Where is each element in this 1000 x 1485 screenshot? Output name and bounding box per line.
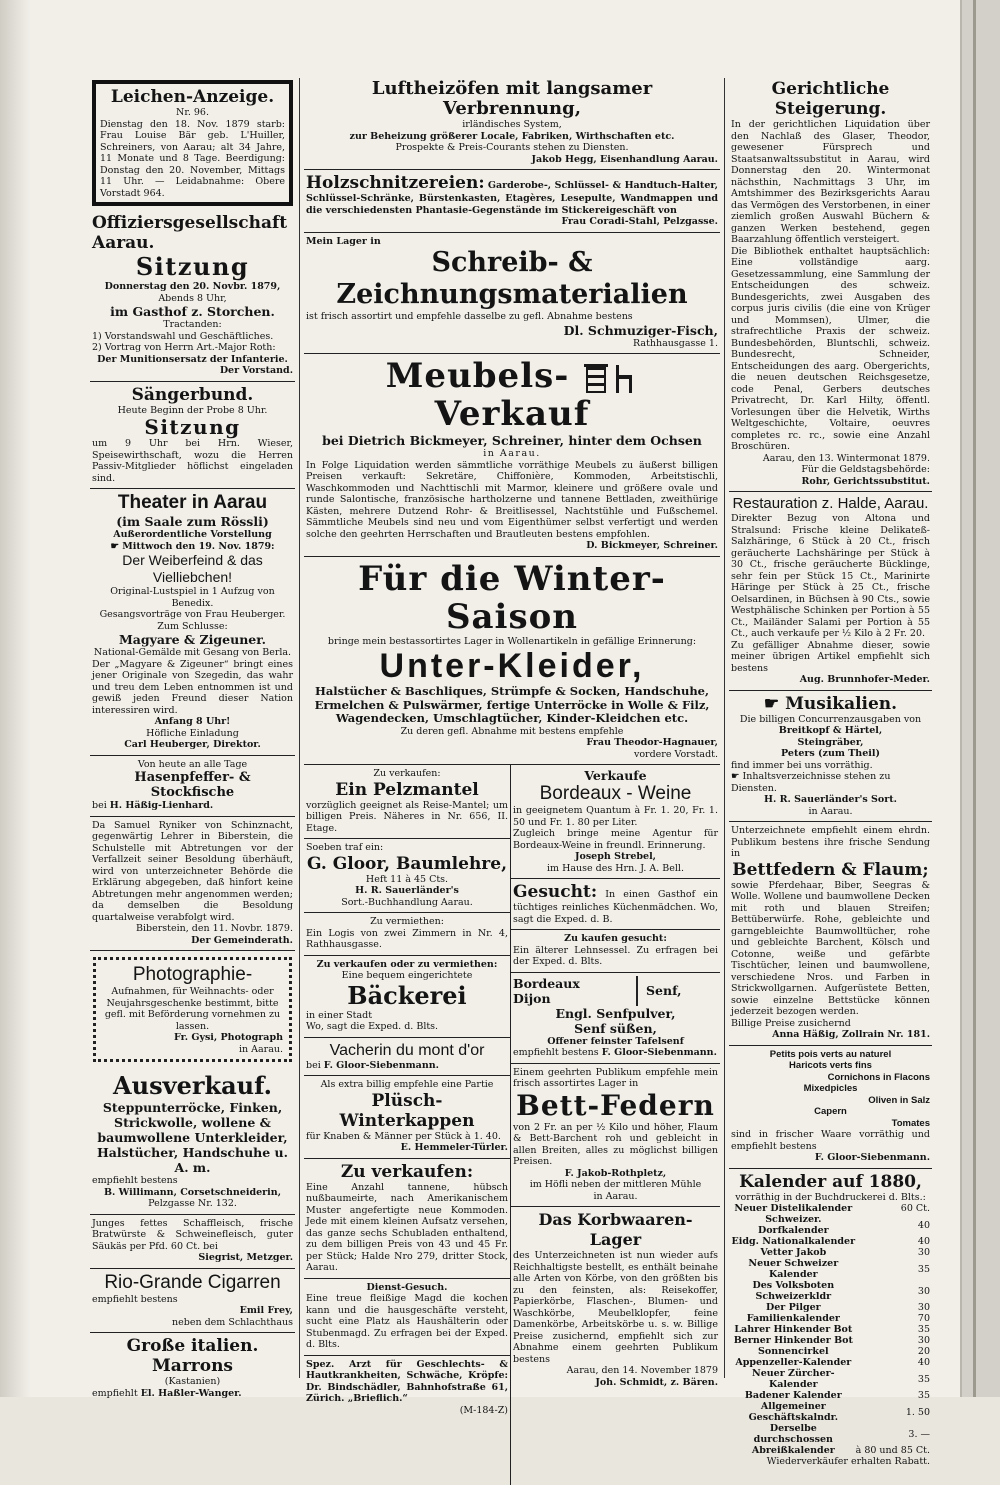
mustard-rec: empfiehlt bestens — [513, 1047, 599, 1058]
delicacy-item: Mixedpicles — [803, 1083, 858, 1094]
furniture-ad — [304, 354, 720, 557]
calendar-sub: vorräthig in der Buchdruckerei d. Blts.: — [735, 1191, 926, 1203]
theater-sign: Carl Heuberger, Direktor. — [124, 739, 261, 750]
column-rule — [724, 78, 725, 1378]
music-sign: H. R. Sauerländer's Sort. — [764, 794, 897, 805]
officers-title: Sitzung — [135, 252, 250, 281]
calendar-price: 30 — [917, 1247, 930, 1258]
rooms-pre: Zu vermiethen: — [370, 916, 444, 927]
furcoat-ad — [304, 765, 510, 839]
mustard-sweet: Senf süßen, — [574, 1020, 657, 1036]
feathers-ad — [729, 822, 932, 1046]
music-text2: find immer bei uns vorräthig. — [731, 759, 873, 771]
wine-pre: Verkaufe — [584, 768, 647, 783]
calendar-price: 30 — [917, 1302, 930, 1313]
restaurant-text: Direkter Bezug von Altona und Stralsund: Frische kleine Delikateß-Salzhäringe, 6 Stück à 20 Ct., frisch geräucherte Lachshäringe per Stück à 30 Ct., frische geräucherte Bücklinge, sehr fein per Stück 15 Ct., Marinirte Häringe per Stück à 25 Ct., frische Oelsardinen, in Büchsen à 90 Cts., sowie Westphälische Schinken per Portion à 55 Ct., Mailänder Salami per Portion à 55 Ct., auch verkaufe per ½ Kilo à 2 Fr. 20. — [731, 513, 930, 639]
mustard-origins — [513, 976, 638, 1006]
page-edge — [960, 0, 1000, 1397]
vacherin-title: Vacherin du mont d'or — [329, 1041, 485, 1059]
chestnuts-sub: (Kastanien) — [164, 1376, 221, 1387]
calendar-name: Neuer Schweizer Kalender — [748, 1258, 839, 1280]
bakery-title: Bäckerei — [347, 980, 467, 1010]
clearance-title: Ausverkauf. — [113, 1071, 272, 1100]
choir-header: Sängerbund. — [131, 384, 254, 405]
stationery-title: Schreib- & Zeichnungsmaterialien — [336, 247, 688, 310]
theater-subtitle: (im Saale zum Rössli) — [116, 514, 269, 529]
stoves-ad — [304, 76, 720, 170]
featherbeds-title: Bett-Federn — [516, 1088, 715, 1122]
theater-finale: Magyare & Zigeuner. — [118, 632, 267, 647]
stationery-addr: Rathhausgasse 1. — [633, 337, 718, 349]
calendar-price: 20 — [917, 1346, 930, 1357]
cigars-ad — [90, 1269, 295, 1334]
auction-text2: Die Bibliothek enthaltet hauptsächlich: Eine vollständige aarg. Gesetzessammlung, eine Sammlung der Entscheidungen des schweiz. Bundesgerichts, zwei Ausgaben des corpus juris civilis (die eine von Krüger und Mommsen), Ulmer, die strafrechtliche Praxis der schweiz. Bundesbehörden, Bluntschli, schweiz. Bundesrecht, Schneider, Entscheidungen des aarg. Obergerichts, die neuen deutschen Reichsgesetze, code Penal, Gerbers deutsches Privatrecht, Dr. Karl Hilty, öffentl. Vorlesungen über die Helvetik, Wirths Weltgeschichte, Voltaire, oeuvres completes rc. rc., sowie eine Anzahl Broschüren. — [731, 245, 930, 452]
calendar-row — [731, 1368, 930, 1390]
theater-date-line — [92, 541, 293, 553]
calendar-row — [731, 1236, 930, 1247]
cigars-addr: neben dem Schlachthaus — [172, 1316, 293, 1328]
calendar-name: Sonnencirkel — [758, 1346, 829, 1357]
doctor-code: (M-184-Z) — [459, 1404, 508, 1416]
featherbeds-place: in Aarau. — [593, 1190, 638, 1202]
delicacy-item: Haricots verts fins — [789, 1060, 872, 1071]
auction-date: Aarau, den 13. Wintermonat 1879. — [762, 452, 930, 464]
scan-shadow — [0, 0, 30, 1397]
forsale-title: Zu verkaufen: — [340, 1161, 474, 1182]
column-2-left — [304, 765, 511, 1485]
calendar-row — [731, 1313, 930, 1324]
calendar-price: 30 — [917, 1285, 930, 1297]
photo-frame — [93, 957, 292, 1062]
photo-title: Photographie- — [132, 964, 253, 985]
carvings-text: Garderobe-, Schlüssel- & Handtuch-Halter, Schlüssel-Schränke, Bürstenkasten, Etagères, Lesepulte, Wandmappen und die verschiedensten Phantasie-Gegenstände im Stickereigeschäft von — [306, 180, 718, 216]
chestnuts-rec: empfiehlt — [92, 1387, 138, 1399]
stoves-title: Luftheizöfen mit langsamer Verbrennung, — [371, 78, 653, 119]
calendar-name: Familienkalender — [746, 1313, 840, 1324]
photo-place: in Aarau. — [238, 1043, 283, 1055]
carvings-ad — [304, 170, 720, 233]
featherbeds-text: von 2 Fr. an per ½ Kilo und höher, Flaum & Bett-Barchent roh und gebleicht in allen Breiten, alles zu möglichst billigen Preisen. — [513, 1121, 718, 1167]
community-notice — [90, 817, 295, 952]
obituary-text: Dienstag den 18. Nov. 1879 starb: Frau Louise Bär geb. L'Huiller, Schreiners, von Aarau; alt 34 Jahre, 11 Monate und 8 Tage. Beerdigung: Donstag den 20. November, Mittags 11 Uhr. — Leidabnahme: Obere Vorstadt 964. — [100, 118, 285, 199]
wine-addr: im Hause des Hrn. J. A. Bell. — [547, 862, 684, 874]
community-sign: Der Gemeinderath. — [191, 934, 293, 946]
delicacies-sign: F. Gloor-Siebenmann. — [814, 1152, 930, 1163]
winter-rec: Zu deren gefl. Abnahme mit bestens empfehle — [400, 725, 624, 737]
calendar-row — [731, 1401, 930, 1423]
theater-note: Der „Magyare & Zigeuner“ bringt eines jener Originale von Szegedin, das wahr und treu dem Leben entnommen ist und gewiß jeden Freund dieser Nation interessiren wird. — [92, 658, 293, 716]
calendar-name: Derselbe durchschossen — [753, 1423, 833, 1445]
music-text: Die billigen Concurrenzausgaben von — [739, 713, 922, 725]
auction-sign: Rohr, Gerichtssubstitut. — [801, 475, 930, 487]
calendar-price: 40 — [917, 1219, 930, 1231]
cigars-sign: Emil Frey, — [239, 1305, 293, 1316]
feathers-text2: Billige Preise zusichernd — [731, 1017, 851, 1029]
theater-event: Außerordentliche Vorstellung — [113, 529, 272, 540]
cigars-rec: empfiehlt bestens — [92, 1293, 178, 1305]
gloor-title: G. Gloor, Baumlehre, — [306, 853, 507, 874]
wanted-text: In einen Gasthof ein tüchtiges reinliches Küchenmädchen. Wo, sagt die Exped. d. B. — [513, 889, 718, 925]
mustard-origin: Dijon — [513, 990, 551, 1006]
calendar-row — [731, 1423, 930, 1445]
baskets-text: des Unterzeichneten ist nun wieder aufs Reichhaltigste bestellt, es enthält beinahe alle Arten von Körbe, von den größten bis zu den feinsten, als: Reisekoffer, Papierkörbe, Flaschen-, Blumen- und Waschkörbe, Meubelklopfer, feine Damenkörbe, Arbeitskörbe u. s. w. Billige Preise zusichernd, empfiehlt sich zur Abnahme einem geehrten Publikum bestens — [513, 1250, 718, 1365]
calendar-row — [731, 1203, 930, 1214]
officers-time: Abends 8 Uhr, — [158, 292, 227, 304]
music-text3-line — [731, 771, 930, 794]
forsale-ad — [304, 1159, 510, 1279]
music-publisher: Peters (zum Theil) — [781, 748, 880, 759]
winter-big: Unter-Kleider, — [379, 647, 645, 685]
furniture-text: In Folge Liquidation werden sämmtliche vorräthige Meubels zu äußerst billigen Preisen verkauft: Sekretäre, Chiffonière, Kommoden, Arbeitstischli, Waschkommoden und Nachttischli mit Marmor, kleinere und größere ovale und runde Salontische, französische hartholzerne und tannene Bettladen, zweithürige Kästen, mehrere Dutzend Rohr- & Breitlisessel, Nachtstühle und Fußschemel. Sämmtliche Meubels sind neu und vom Eigenthümer selbst verfertigt und werden solche den geehrten Herrschaften und Brautleuten bestens empfohlen. — [306, 459, 718, 540]
calendar-name: Vetter Jakob — [760, 1247, 827, 1258]
theater-finale-desc: National-Gemälde mit Gesang von Berla. — [93, 647, 292, 658]
obituary-title: Leichen-Anzeige. — [110, 87, 275, 107]
calendar-row — [731, 1280, 930, 1302]
winter-ad — [304, 557, 720, 766]
winter-line: bringe mein bestassortirtes Lager in Wollenartikeln in gefällige Erinnerung: — [327, 635, 697, 647]
chestnuts-title: Große italien. Marrons — [126, 1336, 259, 1376]
calendar-row — [731, 1390, 930, 1401]
calendar-price: 60 Ct. — [900, 1203, 930, 1214]
calendar-price: 35 — [917, 1373, 930, 1385]
delicacy-item: Oliven in Salz — [868, 1094, 930, 1106]
butcher-sign: Siegrist, Metzger. — [198, 1252, 293, 1263]
calendar-name: Neuer Zürcher-Kalender — [752, 1368, 835, 1390]
caps-title: Plüsch-Winterkappen — [339, 1090, 475, 1131]
clearance-rec: empfiehlt bestens — [92, 1175, 178, 1186]
delicacies-text: sind in frischer Waare vorräthig und empfiehlt bestens — [731, 1129, 930, 1152]
column-1 — [90, 76, 295, 1399]
hasenpfeffer-ad — [90, 756, 295, 817]
choir-text: um 9 Uhr bei Hrn. Wieser, Speisewirthschaft, wozu die Herren Passiv-Mitglieder höflichst eingeladen sind. — [92, 438, 293, 484]
calendar-row — [731, 1357, 930, 1368]
furcoat-pre: Zu verkaufen: — [373, 768, 441, 779]
furniture-title-right: Verkauf — [434, 394, 590, 434]
column-2-right — [511, 765, 720, 1485]
butcher-text: Junges fettes Schaffleisch, frische Bratwürste & Schweinefleisch, guter Säukäs per Pfd. 60 Ct. bei — [92, 1217, 293, 1252]
stoves-sub: irländisches System, — [462, 119, 562, 130]
theater-title: Theater in Aarau — [117, 492, 268, 513]
bakery-line: Eine bequem eingerichtete — [341, 970, 473, 981]
mustard-header — [513, 976, 718, 1006]
delicacy-item: Petits pois verts au naturel — [769, 1048, 892, 1060]
column-rule — [299, 78, 300, 1378]
calendar-note: Wiederverkäufer erhalten Rabatt. — [766, 1456, 930, 1467]
clearance-sign: B. Willimann, Corsetschneiderin, — [103, 1186, 282, 1198]
service-text: Eine treue fleißige Magd die kochen kann und die hausgeschäfte versteht, sucht eine Platz als Haushälterin oder Stubenmagd. Zu erfragen bei der Exped. d. Blts. — [306, 1293, 508, 1350]
community-text: Da Samuel Ryniker von Schinznacht, gegenwärtig Lehrer in Biberstein, die Schulstelle mit Abtretungen vor der Verfallzeit seiner Besoldung überhäuft, wird von unterzeichneter Behörde die Erklärung abgegeben, daß hinfort keine Abtretungen mehr angenommen werden; da demselben die Besoldung quartalweise verabfolgt wird. — [92, 819, 293, 923]
calendar-name: Berner Hinkender Bot — [733, 1335, 853, 1346]
page-edge-line — [973, 0, 976, 1397]
auction-authority: Für die Geldstagsbehörde: — [801, 464, 930, 475]
cigars-title: Rio-Grande Cigarren — [104, 1271, 281, 1293]
gloor-addr: Sort.-Buchhandlung Aarau. — [341, 896, 473, 908]
stoves-text: zur Beheizung größerer Locale, Fabriken, Wirthschaften etc. — [349, 130, 675, 142]
calendar-price: 3. — — [908, 1428, 930, 1440]
calendar-name: Schweizer. Dorfkalender — [757, 1214, 829, 1236]
featherbeds-sign: F. Jakob-Rothpletz, — [564, 1167, 667, 1179]
calendar-price: 35 — [917, 1324, 930, 1335]
mustard-sign: F. Gloor-Siebenmann. — [601, 1047, 717, 1058]
restaurant-sign: Aug. Brunnhofer-Meder. — [799, 674, 930, 685]
pointing-hand-icon: ☛ — [731, 771, 743, 782]
feathers-title: Bettfedern & Flaum; — [732, 859, 929, 880]
pointing-hand-icon: ☛ — [763, 693, 786, 714]
vacherin-sign: F. Gloor-Siebenmann. — [323, 1059, 439, 1071]
calendar-price: 30 — [917, 1335, 930, 1346]
featherbeds-addr: im Höfli neben der mittleren Mühle — [529, 1179, 702, 1190]
officers-place: im Gasthof z. Storchen. — [110, 304, 275, 319]
restaurant-text2: Zu gefälliger Abnahme dieser, sowie meiner übrigen Artikel empfiehlt sich bestens — [731, 639, 930, 674]
music-title-line — [731, 694, 930, 714]
calendar-name: Allgemeiner Geschäftskalndr. — [748, 1401, 839, 1423]
calendar-name: Eidg. Nationalkalender — [731, 1236, 856, 1247]
music-publisher: Breitkopf & Härtel, — [778, 725, 883, 736]
delicacies-ad — [729, 1046, 932, 1169]
calendar-name: Appenzeller-Kalender — [735, 1357, 852, 1368]
restaurant-title: Restauration z. Halde, Aarau. — [732, 495, 929, 512]
gloor-pre: Soeben traf ein: — [306, 842, 384, 853]
featherbeds-pre: Einem geehrten Publikum empfehle mein frisch assortirtes Lager in — [513, 1066, 718, 1089]
photo-ad — [90, 951, 295, 1069]
furniture-sub: bei Dietrich Bickmeyer, Schreiner, hinter dem Ochsen — [322, 433, 702, 448]
mustard-powder: Engl. Senfpulver, — [555, 1005, 676, 1021]
doctor-text: Spez. Arzt für Geschlechts- & Hautkrankheiten, Schwäche, Kröpfe: Dr. Bindschädler, Bahnhofstraße 61, Zürich. „Brieflich.“ — [306, 1358, 508, 1404]
calendar-price: 40 — [917, 1236, 930, 1247]
baskets-title: Das Korbwaaren-Lager — [538, 1210, 693, 1249]
wine-text2: Zugleich bringe meine Agentur für Bordeaux-Weine in freundl. Erinnerung. — [513, 828, 718, 851]
music-place: in Aarau. — [808, 805, 853, 817]
calendar-row — [731, 1214, 930, 1236]
wine-sign: Joseph Strebel, — [575, 851, 656, 862]
furniture-title-left: Meubels- — [385, 356, 570, 396]
wanted-ad — [511, 879, 720, 930]
featherbeds-ad — [511, 1064, 720, 1208]
calendar-price: 70 — [917, 1313, 930, 1324]
service-pre: Dienst-Gesuch. — [366, 1281, 448, 1293]
feathers-text: sowie Pferdehaar, Biber, Seegras & Wolle. Wollene und baumwollene Decken mit roth und blauen Streifen; Bettüberwürfe. Rohe, gebleichte und garngebleichte Baumwolltücher, rohe und gebleichte Barchent, Kölsch und Cotonne, weiße und gefärbte Tischtücher, leinen und baumwollene, verschiedene Nros. und Farben in Strickwollgarnen. Aufgerüstete Betten, sowie einzelne Bettstücke können jederzeit bezogen werden. — [731, 879, 930, 1017]
theater-play: Der Weiberfeind & das Vielliebchen! — [122, 552, 263, 585]
calendar-price: 35 — [917, 1263, 930, 1275]
calendar-name: Abreißkalender — [751, 1445, 835, 1456]
rooms-ad — [304, 913, 510, 956]
hasenpfeffer-sign-pre: bei — [92, 800, 107, 811]
auction-ad — [729, 76, 932, 492]
caps-sign: E. Hemmeler-Türler. — [400, 1142, 508, 1153]
music-title: Musikalien. — [785, 693, 898, 714]
mustard-origin: Bordeaux — [513, 975, 580, 991]
mustard-table: Offener feinster Tafelsenf — [547, 1035, 684, 1047]
wine-text: in geeignetem Quantum à Fr. 1. 20, Fr. 1. 50 und Fr. 1. 80 per Liter. — [513, 805, 718, 828]
photo-sign: Fr. Gysi, Photograph — [174, 1032, 283, 1043]
wanted-title: Gesucht: — [513, 882, 598, 902]
music-publisher: Steingräber, — [797, 736, 864, 748]
stoves-text2: Prospekte & Preis-Courants stehen zu Diensten. — [395, 142, 629, 153]
officers-item: 1) Vorstandswahl und Geschäftliches. — [92, 330, 274, 342]
officers-item: 2) Vortrag von Herrn Art.-Major Roth: — [92, 342, 276, 353]
clearance-addr: Pelzgasse Nr. 132. — [148, 1198, 237, 1209]
furniture-sign: D. Bickmeyer, Schreiner. — [586, 540, 718, 551]
bakery-pre: Zu verkaufen oder zu vermiethen: — [316, 958, 498, 970]
pointing-hand-icon: ☛ — [110, 540, 123, 552]
photo-text: Aufnahmen, für Weihnachts- oder Neujahrsgeschenke bestimmt, bitte gefl. mit Beförderung vornehmen zu lassen. — [104, 986, 281, 1032]
theater-date: Mittwoch den 19. Nov. 1879: — [122, 540, 275, 552]
officers-ad — [90, 210, 295, 382]
furniture-title — [306, 357, 718, 433]
chestnuts-ad — [90, 1333, 295, 1403]
calendar-row — [731, 1258, 930, 1280]
stoves-sign: Jakob Hegg, Eisenhandlung Aarau. — [531, 153, 718, 165]
furniture-place: in Aarau. — [483, 448, 541, 459]
calendar-price: 40 — [917, 1357, 930, 1368]
mustard-type: Senf, — [646, 983, 682, 998]
choir-title: Sitzung — [144, 415, 241, 439]
officers-header: Offiziersgesellschaft Aarau. — [92, 213, 288, 253]
calendar-row — [731, 1335, 930, 1346]
caps-ad — [304, 1076, 510, 1159]
officers-agenda-label: Tractanden: — [163, 319, 222, 330]
winter-addr: vordere Vorstadt. — [633, 748, 718, 760]
calendar-row — [731, 1445, 930, 1456]
calendar-price: à 80 und 85 Ct. — [855, 1445, 930, 1456]
furcoat-title: Ein Pelzmantel — [335, 779, 479, 800]
winter-text: Halstücher & Baschliques, Strümpfe & Socken, Handschuhe, Ermelchen & Pulswärmer, fertige Unterröcke in Wolle & Filz, Wagendecken, Umschlagtücher, Kinder-Kleidchen etc. — [314, 684, 710, 725]
column-3 — [729, 76, 932, 1467]
gloor-issue: Heft 11 à 45 Cts. — [365, 873, 449, 885]
stationery-sign: Dl. Schmuziger-Fisch, — [563, 322, 718, 338]
rooms-text: Ein Logis von zwei Zimmern in Nr. 4, Rathhausgasse. — [306, 927, 508, 950]
calendar-price: 1. 50 — [905, 1406, 930, 1418]
calendar-title: Kalender auf 1880, — [739, 1171, 922, 1192]
service-ad — [304, 1279, 510, 1356]
calendar-name: Badener Kalender — [744, 1390, 842, 1401]
calendar-name: Des Volksboten Schweizerkldr — [752, 1280, 835, 1302]
tobuy-title: Zu kaufen gesucht: — [564, 933, 667, 944]
caps-text: für Knaben & Männer per Stück à 1. 40. — [306, 1130, 501, 1142]
auction-title: Gerichtliche Steigerung. — [771, 79, 890, 119]
delicacy-item: Capern — [814, 1106, 847, 1117]
bakery-ad — [304, 956, 510, 1038]
officers-topic: Der Munitionsersatz der Infanterie. — [97, 353, 288, 365]
winter-sign: Frau Theodor-Hagnauer, — [586, 737, 718, 748]
calendar-ad — [729, 1169, 932, 1472]
wine-title: Bordeaux - Weine — [539, 783, 692, 804]
obituary-ad — [92, 80, 293, 206]
furcoat-text: vorzüglich geeignet als Reise-Mantel; um billigen Preis. Näheres in Nr. 656, II. Etage. — [306, 799, 508, 834]
forsale-text: Eine Anzahl tannene, hübsch nußbaumeirte, nach Amerikanischem Muster angefertigte neue Kommoden. Jede mit einem kleinen Aufsatz versehen, das ganze sechs Schubladen enthaltend, zu dem billigen Preis von 43 und 45 Fr. per Stück; Halde Nro 279, dritter Stock, Aarau. — [306, 1181, 508, 1273]
theater-ad — [90, 489, 295, 756]
calendar-row — [731, 1346, 930, 1357]
winter-title: Für die Winter-Saison — [358, 558, 666, 637]
carvings-sign: Frau Coradi-Stahl, Pelzgasse. — [561, 216, 718, 227]
auction-text: In der gerichtlichen Liquidation über den Nachlaß des Glaser, Theodor, gewesener Fürsprech und Staatsanwaltssubstitut in Aarau, wird Donnerstag den 20. Wintermonat nächsthin, Nachmittags 3 Uhr, im Amtshimmer des Bezirksgerichts Aarau das Vermögen des Verstorbenen, in einer ziemlich großen Auswahl Büchern & ganzen Werken bestehend, gegen Baarzahlung öffentlich versteigert. — [731, 119, 930, 245]
bakery-text: in einer Stadt — [306, 1009, 373, 1021]
calendar-row — [731, 1247, 930, 1258]
officers-date: Donnerstag den 20. Novbr. 1879, — [104, 281, 281, 292]
baskets-ad — [511, 1207, 720, 1392]
carvings-title: Holzschnitzereien: — [306, 173, 485, 193]
theater-start: Anfang 8 Uhr! — [154, 716, 231, 727]
calendar-name: Lahrer Hinkender Bot — [734, 1324, 853, 1335]
choir-ad — [90, 382, 295, 490]
hasenpfeffer-sign: H. Häßig-Lienhard. — [109, 800, 214, 811]
column-2 — [304, 76, 720, 1416]
clearance-ad — [90, 1069, 295, 1215]
column-2-split — [304, 765, 720, 1485]
vacherin-ad — [304, 1038, 510, 1077]
baskets-date: Aarau, den 14. November 1879 — [566, 1365, 718, 1376]
calendar-price: 35 — [917, 1390, 930, 1401]
hasenpfeffer-line: Von heute an alle Tage — [137, 758, 248, 770]
delicacy-item: Tomates — [891, 1117, 930, 1129]
bakery-text2: Wo, sagt die Exped. d. Blts. — [306, 1021, 439, 1032]
music-text3: Inhaltsverzeichnisse stehen zu Diensten. — [731, 771, 891, 794]
gloor-sign: H. R. Sauerländer's — [355, 885, 459, 896]
stationery-ad — [304, 233, 720, 355]
community-date: Biberstein, den 11. Novbr. 1879. — [136, 923, 293, 934]
tobuy-ad — [511, 930, 720, 973]
hasenpfeffer-title: Hasenpfeffer- & Stockfische — [134, 770, 251, 800]
mustard-ad — [511, 973, 720, 1064]
wine-ad — [511, 765, 720, 879]
calendar-row — [731, 1302, 930, 1313]
tobuy-text: Ein älterer Lehnsessel. Zu erfragen bei der Exped. d. Blts. — [513, 944, 718, 967]
music-ad — [729, 691, 932, 823]
theater-finale-label: Zum Schlusse: — [157, 620, 228, 632]
calendar-table — [731, 1203, 930, 1456]
calendar-name: Der Pilger — [765, 1302, 821, 1313]
calendar-row — [731, 1324, 930, 1335]
gloor-ad — [304, 839, 510, 913]
doctor-ad — [304, 1356, 510, 1421]
chestnuts-sign: El. Haßler-Wanger. — [140, 1387, 242, 1399]
caps-pre: Als extra billig empfehle eine Partie — [320, 1079, 494, 1090]
feathers-pre: Unterzeichnete empfiehlt einem ehrdn. Publikum bestens ihre frische Sendung in — [731, 825, 930, 859]
theater-desc: Original-Lustspiel in 1 Aufzug von Benedix. — [110, 586, 275, 609]
furniture-icon — [582, 361, 638, 395]
choir-line: Heute Beginn der Probe 8 Uhr. — [117, 404, 268, 416]
obituary-number: Nr. 96. — [176, 107, 209, 118]
restaurant-ad — [729, 492, 932, 691]
butcher-ad — [90, 1215, 295, 1269]
stationery-pre: Mein Lager in — [306, 235, 381, 247]
stationery-text: ist frisch assortirt und empfehle dasselbe zu gefl. Abnahme bestens — [306, 311, 633, 322]
theater-invite: Höfliche Einladung — [146, 727, 239, 739]
clearance-text: Steppunterröcke, Finken, Strickwolle, wollene & baumwollene Unterkleider, Halstücher, Handschuhe u. A. m. — [97, 1100, 288, 1175]
delicacy-item: Cornichons in Flacons — [827, 1071, 930, 1083]
baskets-sign: Joh. Schmidt, z. Bären. — [595, 1376, 718, 1388]
vacherin-sign-pre: bei — [306, 1059, 321, 1071]
feathers-sign: Anna Häßig, Zollrain Nr. 181. — [772, 1029, 930, 1040]
officers-sign: Der Vorstand. — [219, 365, 293, 376]
theater-songs: Gesangsvorträge von Frau Heuberger. — [99, 609, 286, 620]
calendar-name: Neuer Distelikalender — [734, 1203, 853, 1214]
